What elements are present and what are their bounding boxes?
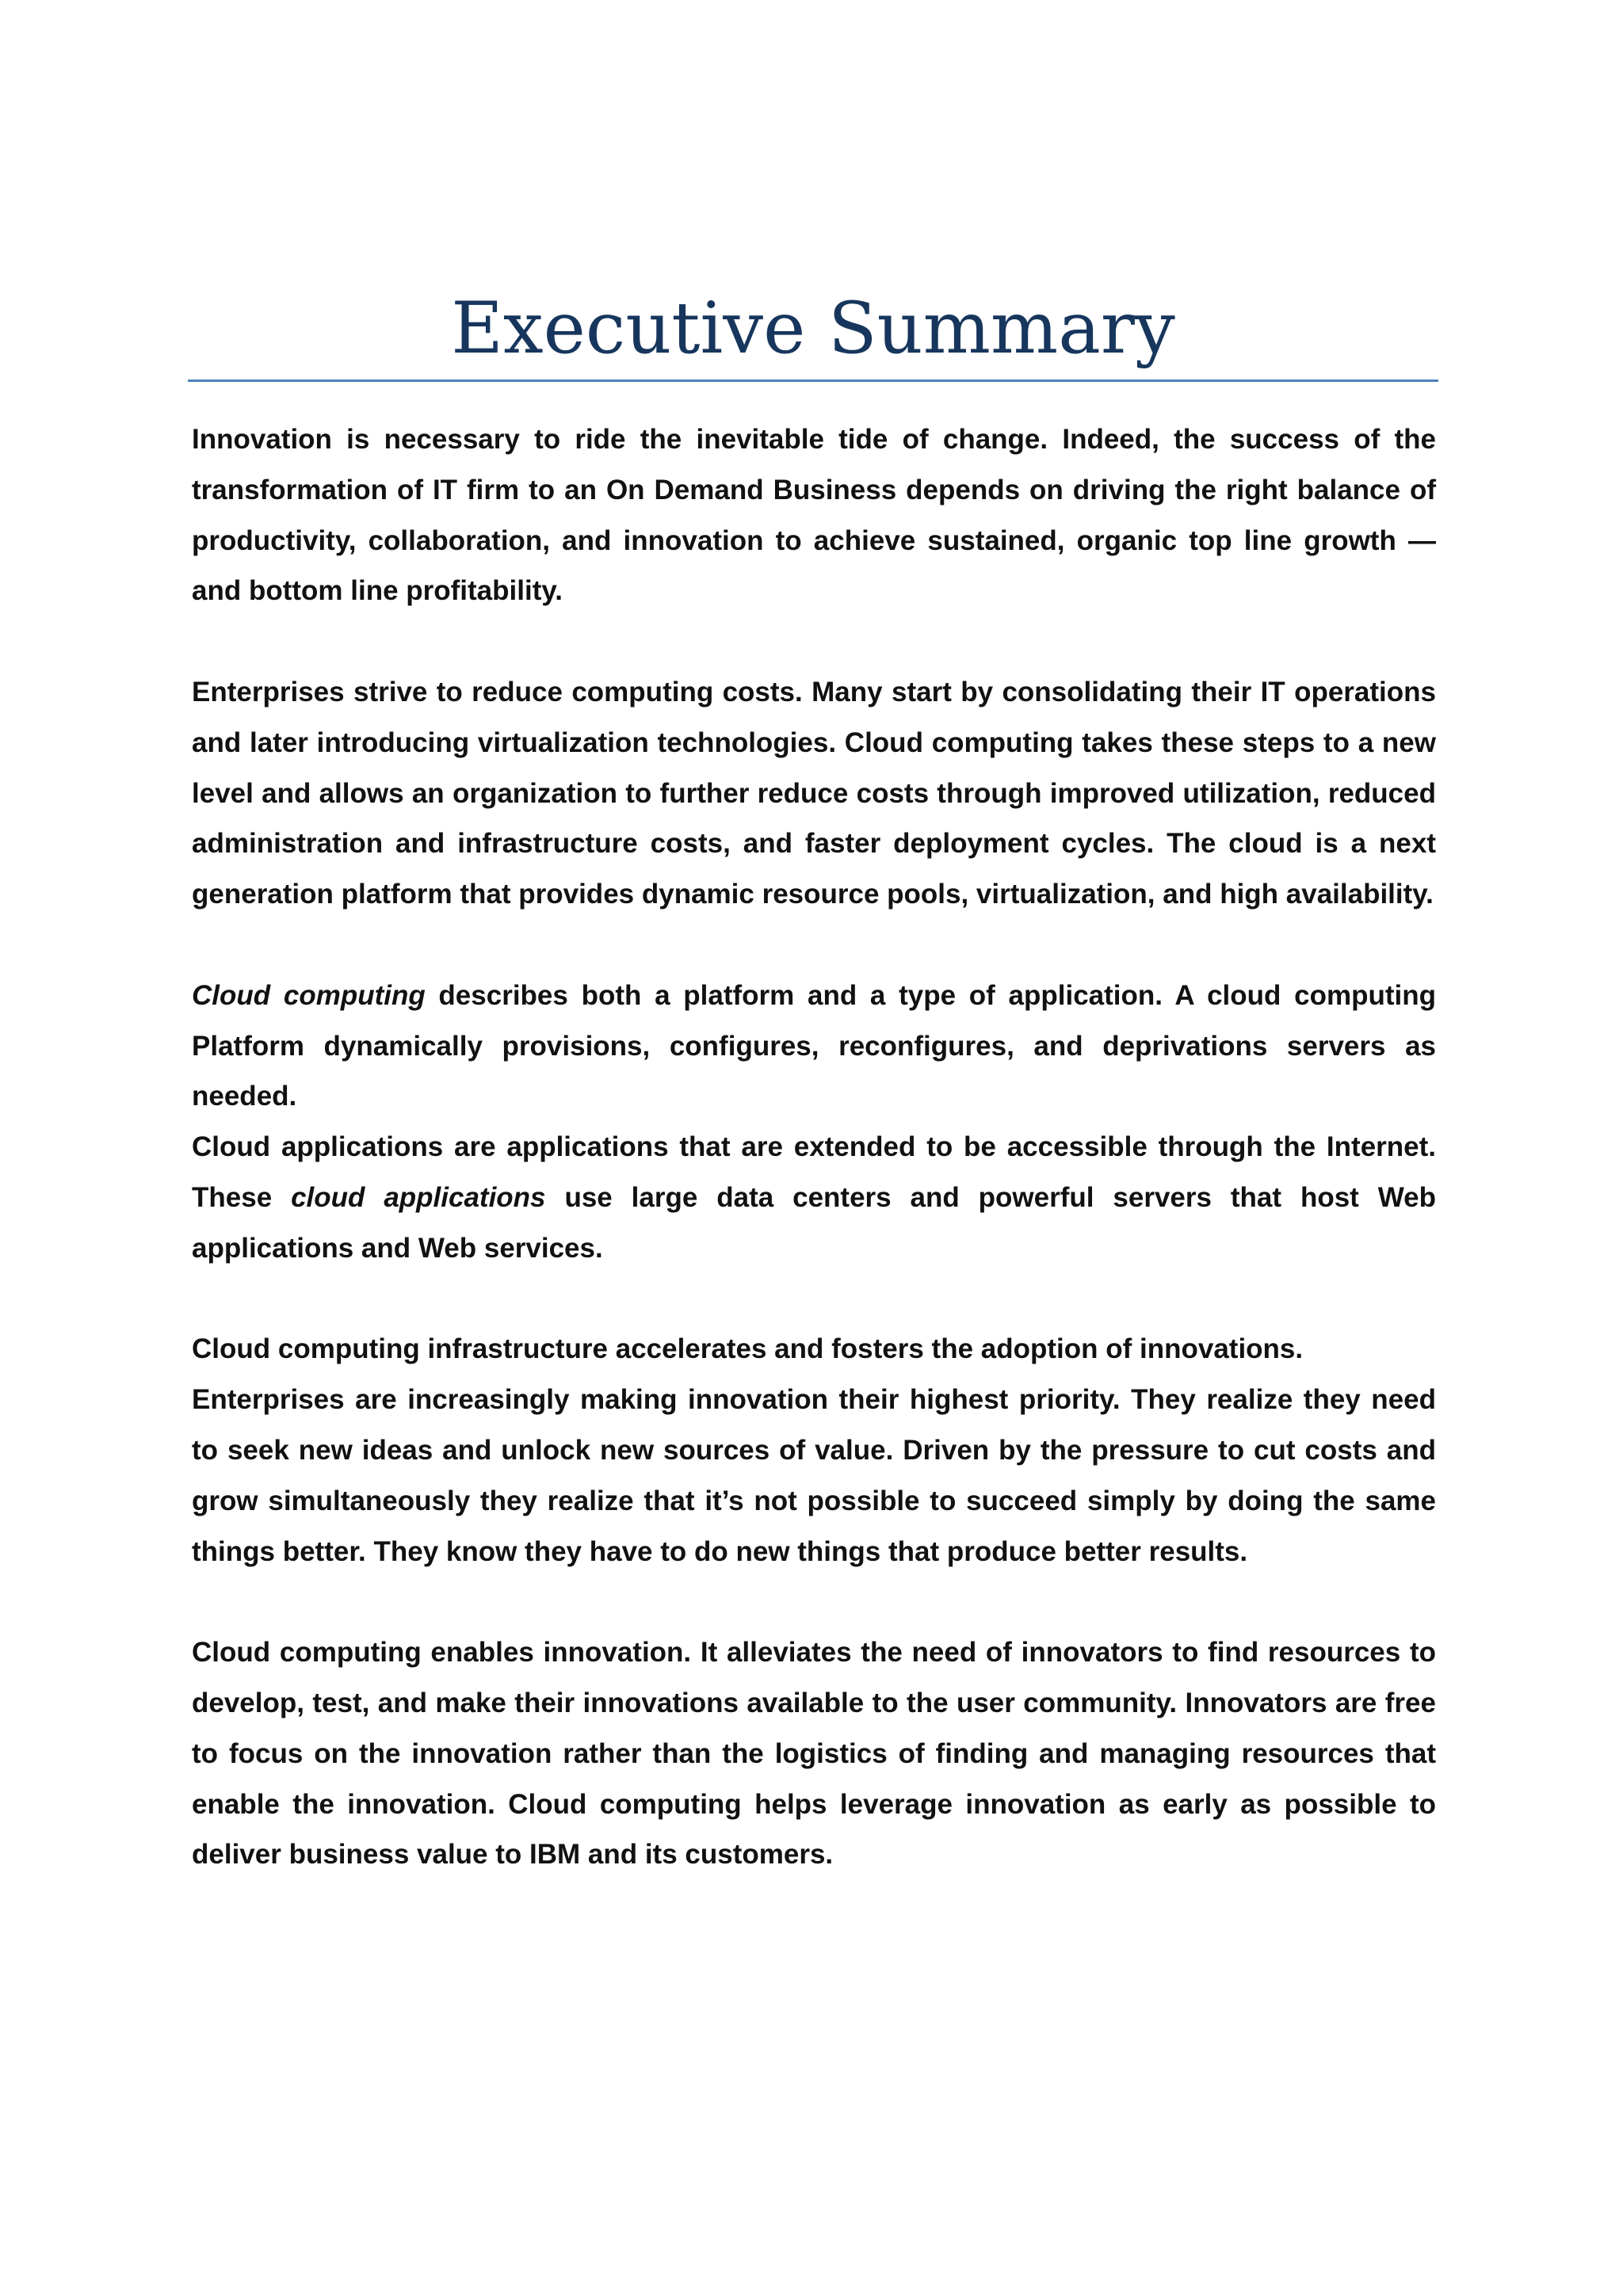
paragraph-cloud-applications	[192, 1122, 1436, 1273]
paragraph-enterprises-costs: Enterprises strive to reduce computing costs. Many start by consolidating their IT operations and later introducing virtualization technologies. Cloud computing takes these steps to a new level and allows an organization to further reduce costs through improved utilization, reduced administration and infrastructure costs, and faster deployment cycles. The cloud is a next generation platform that provides dynamic resource pools, virtualization, and high availability.	[192, 676, 1436, 910]
paragraph-text: Cloud applications are applications that are extended to be accessible through the Internet. These	[192, 1131, 1436, 1213]
title-underline-divider	[188, 379, 1438, 382]
paragraph-enterprises-priority: Enterprises are increasingly making innovation their highest priority. They realize they need to seek new ideas and unlock new sources of value. Driven by the pressure to cut costs and grow simultaneously they realize that it’s not possible to succeed simply by doing the same things better. They know they have to do new things that produce better results.	[192, 1384, 1436, 1567]
paragraph-enables-innovation: Cloud computing enables innovation. It alleviates the need of innovators to find resources to develop, test, and make their innovations available to the user community. Innovators are free to focus on the innovation rather than the logistics of finding and managing resources that enable the innovation. Cloud computing helps leverage innovation as early as possible to deliver business value to IBM and its customers.	[192, 1637, 1436, 1871]
paragraph-text: use large data centers and powerful servers that host Web applications and Web services.	[192, 1181, 1436, 1264]
paragraph-innovation: Innovation is necessary to ride the inevitable tide of change. Indeed, the success of the transformation of IT firm to an On Demand Business depends on driving the right balance of productivity, collaboration, and innovation to achieve sustained, organic top line growth — and bottom line profitability.	[192, 424, 1436, 607]
document-body	[192, 414, 1436, 1880]
term-cloud-applications: cloud applications	[291, 1181, 546, 1213]
page-title: Executive Summary	[451, 287, 1175, 370]
paragraph-infrastructure-line: Cloud computing infrastructure accelerates and fosters the adoption of innovations.	[192, 1333, 1304, 1365]
term-cloud-computing: Cloud computing	[192, 979, 426, 1011]
paragraph-cloud-computing-definition	[192, 971, 1436, 1122]
paragraph-text: describes both a platform and a type of application. A cloud computing Platform dynamically provisions, configures, reconfigures, and deprivations servers as needed.	[192, 979, 1436, 1112]
